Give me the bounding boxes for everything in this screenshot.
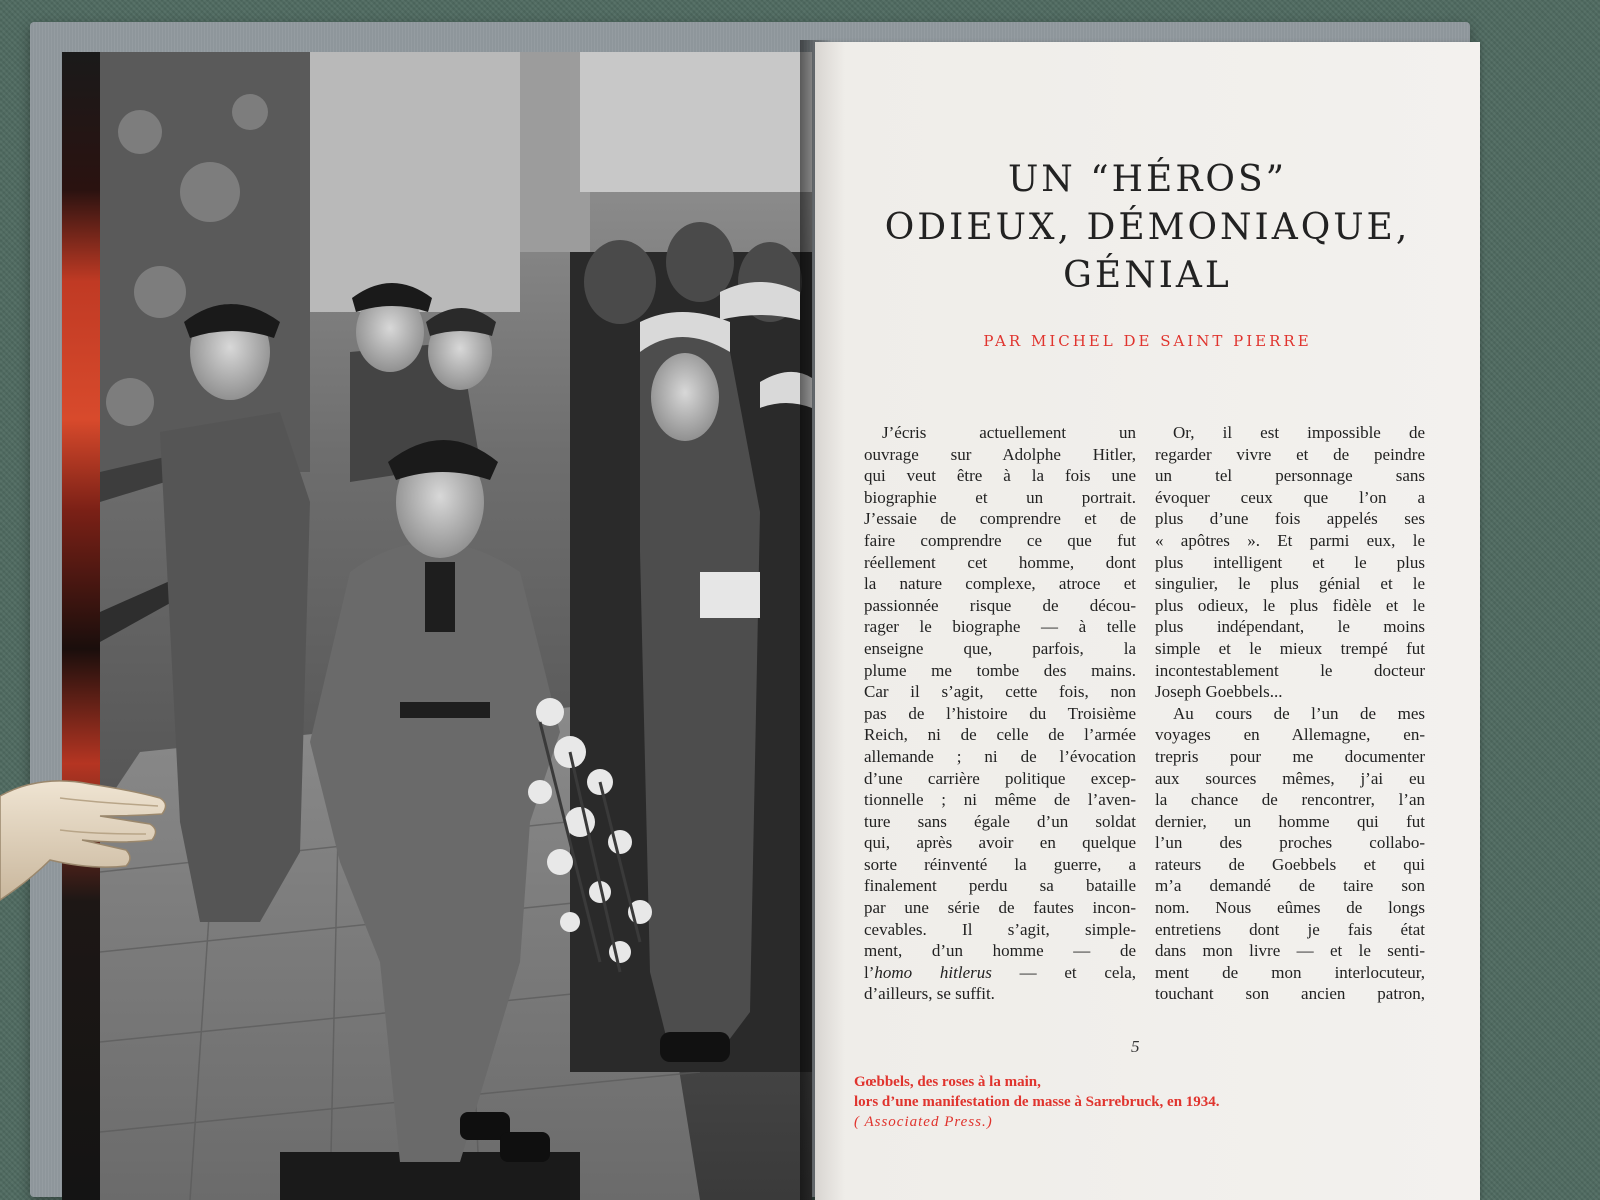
text-line: trepris pour me documenter xyxy=(1155,746,1425,766)
text-line: « apôtres ». Et parmi eux, le xyxy=(1155,530,1425,550)
text-line: ouvrage sur Adolphe Hitler, xyxy=(864,444,1136,464)
text-line: regarder vivre et de peindre xyxy=(1155,444,1425,464)
text-line: plus d’une fois appelés ses xyxy=(1155,509,1425,529)
text-line: Reich, ni de celle de l’armée xyxy=(864,725,1136,745)
text-line: d’ailleurs, se suffit. xyxy=(864,984,995,1004)
caption-line-1: Gœbbels, des roses à la main, xyxy=(854,1074,1041,1090)
text-line: évoquer ceux que l’on a xyxy=(1155,487,1425,507)
text-line: aux sources mêmes, j’ai eu xyxy=(1155,768,1425,788)
text-line: dans mon livre — et le senti- xyxy=(1155,941,1425,961)
title-line-2: ODIEUX, DÉMONIAQUE, xyxy=(884,207,1411,248)
byline: PAR MICHEL DE SAINT PIERRE xyxy=(983,332,1312,350)
text-line: plus odieux, le plus fidèle et le xyxy=(1155,595,1425,615)
text-line: par une série de fautes incon- xyxy=(864,898,1136,918)
text-line: ment, d’un homme — de xyxy=(864,941,1136,961)
text-line: qui veut être à la fois une xyxy=(864,466,1136,486)
photo-credit: ( Associated Press.) xyxy=(854,1114,993,1130)
text-line: l’homo hitlerus — et cela, xyxy=(864,962,1136,982)
text-line: J’essaie de comprendre et de xyxy=(864,509,1136,529)
text-line: Au cours de l’un de mes xyxy=(1173,703,1425,723)
text-page xyxy=(815,42,1480,1200)
text-line: la nature complexe, atroce et xyxy=(864,574,1136,594)
text-line: tionnelle ; ni même de l’aven- xyxy=(864,790,1136,810)
text-line: allemande ; ni de l’évocation xyxy=(864,746,1136,766)
text-line: réellement cet homme, dont xyxy=(864,552,1136,572)
text-line: J’écris actuellement un xyxy=(882,423,1136,442)
title-line-3: GÉNIAL xyxy=(1063,255,1232,296)
text-line: sorte réinventé la guerre, a xyxy=(864,854,1136,874)
text-line: m’a demandé de taire son xyxy=(1155,876,1425,896)
text-line: la chance de rencontrer, l’an xyxy=(1155,790,1425,810)
text-line: nom. Nous eûmes de longs xyxy=(1155,898,1425,918)
text-line: plus indépendant, le moins xyxy=(1155,617,1425,637)
text-line: pas de l’histoire du Troisième xyxy=(864,703,1136,723)
text-line: ment de mon interlocuteur, xyxy=(1155,962,1425,982)
text-line: voyages en Allemagne, en- xyxy=(1155,725,1425,745)
text-line: finalement perdu sa bataille xyxy=(864,876,1136,896)
text-line: plume me tombe des mains. xyxy=(864,660,1136,680)
text-line: faire comprendre ce que fut xyxy=(864,530,1136,550)
text-line: Car il s’agit, cette fois, non xyxy=(864,682,1136,702)
text-line: plus intelligent et le plus xyxy=(1155,552,1425,572)
text-line: d’une carrière politique excep- xyxy=(864,768,1136,788)
hand-fingers xyxy=(0,776,175,916)
text-line: biographie et un portrait. xyxy=(864,487,1136,507)
text-line: rager le biographe — à telle xyxy=(864,617,1136,637)
text-line: enseigne que, parfois, la xyxy=(864,638,1136,658)
archival-photo xyxy=(100,52,812,1200)
text-column-right xyxy=(1155,422,1425,1005)
text-line: entretiens dont je fais état xyxy=(1155,919,1425,939)
text-line: ture sans égale d’un soldat xyxy=(864,811,1136,831)
text-line: un tel personnage sans xyxy=(1155,466,1425,486)
photo-caption xyxy=(854,1072,1220,1132)
text-line: passionnée risque de décou- xyxy=(864,595,1136,615)
caption-line-2: lors d’une manifestation de masse à Sarrebruck, en 1934. xyxy=(854,1094,1220,1110)
text-line: incontestablement le docteur xyxy=(1155,660,1425,680)
red-edge-strip xyxy=(62,52,100,1200)
text-column-left xyxy=(864,422,1136,1005)
text-line: Joseph Goebbels... xyxy=(1155,682,1283,702)
text-line: qui, après avoir en quelque xyxy=(864,833,1136,853)
page-number: 5 xyxy=(1131,1037,1140,1056)
photo-page xyxy=(62,52,812,1200)
text-line: l’un des proches collabo- xyxy=(1155,833,1425,853)
text-line: simple et le mieux trempé fut xyxy=(1155,638,1425,658)
text-line: rateurs de Goebbels et qui xyxy=(1155,854,1425,874)
text-line: touchant son ancien patron, xyxy=(1155,984,1425,1004)
text-line: cevables. Il s’agit, simple- xyxy=(864,919,1136,939)
text-line: Or, il est impossible de xyxy=(1173,423,1425,442)
text-line: dernier, un homme qui fut xyxy=(1155,811,1425,831)
text-line: singulier, le plus génial et le xyxy=(1155,574,1425,594)
title-line-1: UN “HÉROS” xyxy=(1007,159,1288,200)
